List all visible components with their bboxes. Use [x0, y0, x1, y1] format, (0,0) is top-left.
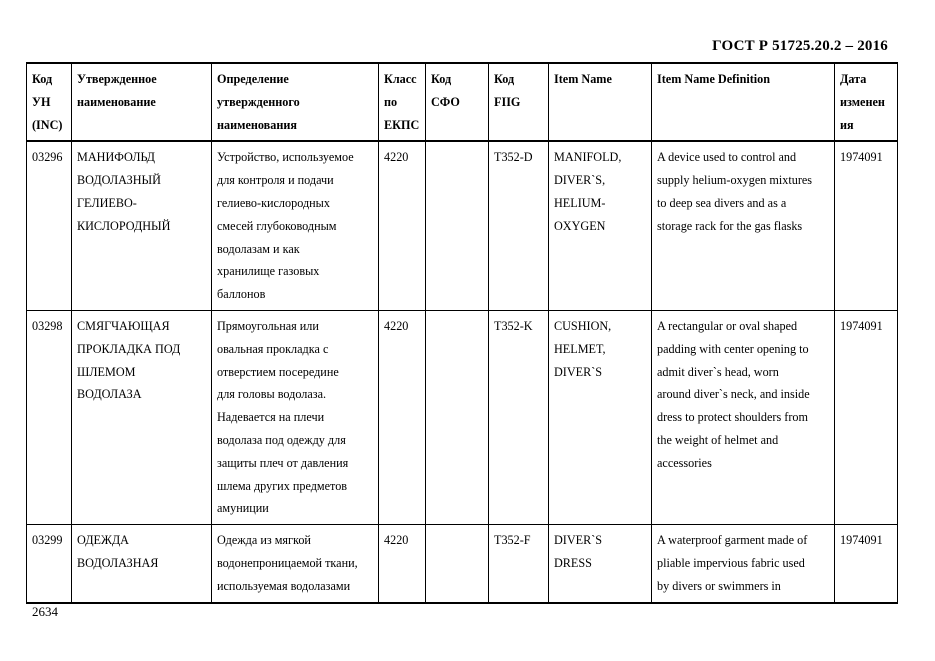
column-header-class: Класс по ЕКПС — [379, 63, 426, 141]
column-header-date: Дата изменен ия — [835, 63, 898, 141]
column-header-name: Утвержденное наименование — [72, 63, 212, 141]
cell-name: МАНИФОЛЬД ВОДОЛАЗНЫЙ ГЕЛИЕВО- КИСЛОРОДНЫЙ — [72, 141, 212, 310]
cell-fiig: T352-K — [489, 310, 549, 524]
cell-class: 4220 — [379, 141, 426, 310]
cell-item-name: DIVER`S DRESS — [549, 525, 652, 603]
cell-sfo — [426, 141, 489, 310]
column-header-code: Код УН (INC) — [27, 63, 72, 141]
cell-item-definition: A rectangular or oval shaped padding with center opening to admit diver`s head, worn around diver`s neck, and inside dress to protect shoulders from the weight of helmet and accessories — [652, 310, 835, 524]
cell-name: ОДЕЖДА ВОДОЛАЗНАЯ — [72, 525, 212, 603]
page-number: 2634 — [32, 604, 58, 619]
table-row — [27, 141, 898, 310]
column-header-definition: Определение утвержденного наименования — [212, 63, 379, 141]
table-header-row — [27, 63, 898, 141]
document-header: ГОСТ Р 51725.20.2 – 2016 — [712, 38, 888, 54]
cell-item-name: MANIFOLD, DIVER`S, HELIUM- OXYGEN — [549, 141, 652, 310]
cell-fiig: T352-D — [489, 141, 549, 310]
table-row — [27, 310, 898, 524]
item-name-table — [26, 62, 898, 604]
cell-class: 4220 — [379, 310, 426, 524]
column-header-item-definition: Item Name Definition — [652, 63, 835, 141]
cell-item-definition: A device used to control and supply helium-oxygen mixtures to deep sea divers and as a storage rack for the gas flasks — [652, 141, 835, 310]
cell-definition: Прямоугольная или овальная прокладка с отверстием посередине для головы водолаза. Надевается на плечи водолаза под одежду для защиты плеч от давления шлема других предметов амуниции — [212, 310, 379, 524]
cell-code: 03298 — [27, 310, 72, 524]
cell-item-definition: A waterproof garment made of pliable impervious fabric used by divers or swimmers in — [652, 525, 835, 603]
cell-code: 03299 — [27, 525, 72, 603]
cell-sfo — [426, 525, 489, 603]
cell-name: СМЯГЧАЮЩАЯ ПРОКЛАДКА ПОД ШЛЕМОМ ВОДОЛАЗА — [72, 310, 212, 524]
cell-definition: Устройство, используемое для контроля и подачи гелиево-кислородных смесей глубоководным водолазам и как хранилище газовых баллонов — [212, 141, 379, 310]
table-row — [27, 525, 898, 603]
column-header-item-name: Item Name — [549, 63, 652, 141]
cell-date: 1974091 — [835, 141, 898, 310]
column-header-fiig: Код FIIG — [489, 63, 549, 141]
cell-definition: Одежда из мягкой водонепроницаемой ткани, используемая водолазами — [212, 525, 379, 603]
cell-code: 03296 — [27, 141, 72, 310]
cell-sfo — [426, 310, 489, 524]
cell-date: 1974091 — [835, 310, 898, 524]
cell-fiig: T352-F — [489, 525, 549, 603]
column-header-sfo: Код СФО — [426, 63, 489, 141]
cell-date: 1974091 — [835, 525, 898, 603]
cell-item-name: CUSHION, HELMET, DIVER`S — [549, 310, 652, 524]
cell-class: 4220 — [379, 525, 426, 603]
